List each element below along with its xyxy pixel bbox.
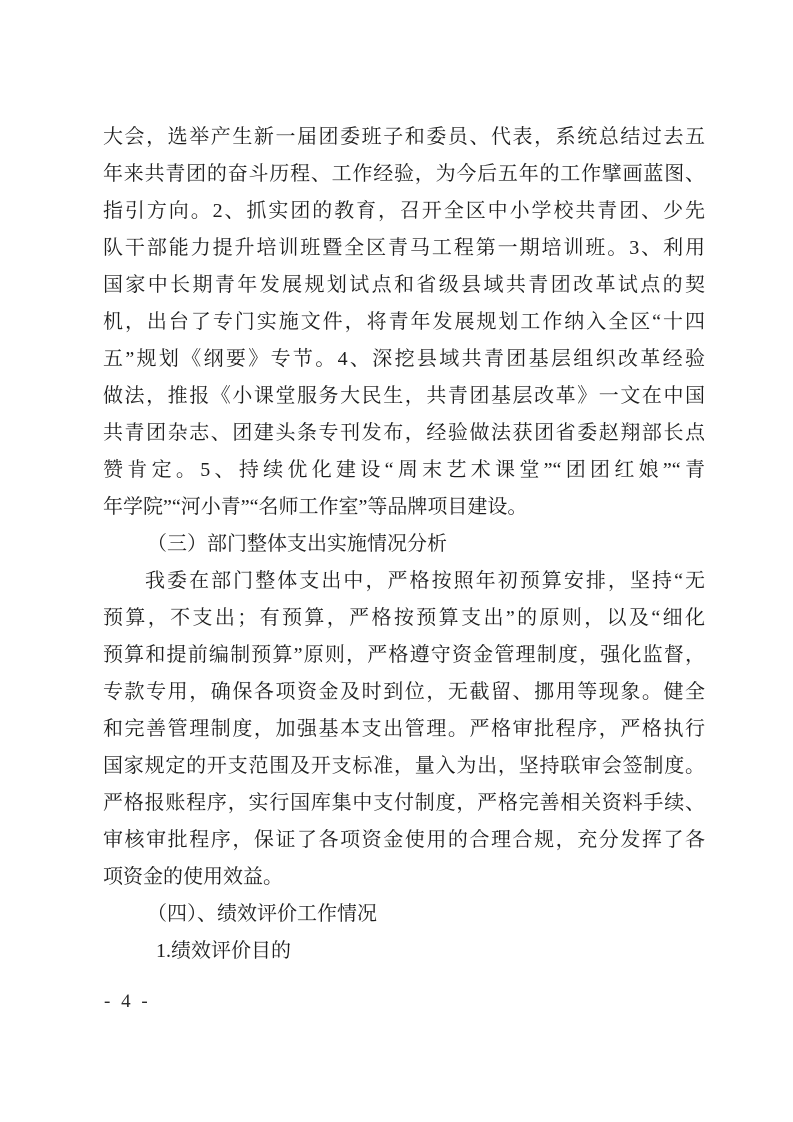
text-line: 指引方向。2、抓实团的教育，召开全区中小学校共青团、少先 <box>103 200 705 222</box>
heading-eval-purpose: 1.绩效评价目的 <box>156 940 291 962</box>
paragraph-continuation <box>103 119 705 526</box>
text-line: 国家规定的开支范围及开支标准，量入为出，坚持联审会签制度。 <box>103 755 705 777</box>
text-line: 国家中长期青年发展规划试点和省级县域共青团改革试点的契 <box>103 274 705 296</box>
text-line: 我委在部门整体支出中，严格按照年初预算安排，坚持“无 <box>145 570 705 592</box>
document-body <box>103 119 705 970</box>
paragraph-budget-execution <box>103 563 705 896</box>
text-line: 和完善管理制度，加强基本支出管理。严格审批程序，严格执行 <box>103 718 705 740</box>
text-line: 年来共青团的奋斗历程、工作经验，为今后五年的工作擘画蓝图、 <box>103 163 705 185</box>
text-line: 项资金的使用效益。 <box>103 866 283 888</box>
text-line: 赞肯定。5、持续优化建设“周末艺术课堂”“团团红娘”“青 <box>103 459 705 481</box>
text-line: 共青团杂志、团建头条专刊发布，经验做法获团省委赵翔部长点 <box>103 422 705 444</box>
text-line: 大会，选举产生新一届团委班子和委员、代表，系统总结过去五 <box>103 126 705 148</box>
text-line: 预算和提前编制预算”原则，严格遵守资金管理制度，强化监督， <box>103 644 705 666</box>
page-number: - 4 - <box>104 991 151 1012</box>
heading-section-4: （四）、绩效评价工作情况 <box>147 903 377 925</box>
text-line: 严格报账程序，实行国库集中支付制度，严格完善相关资料手续、 <box>103 792 705 814</box>
text-line: 机，出台了专门实施文件，将青年发展规划工作纳入全区“十四 <box>103 311 705 333</box>
text-line: 做法，推报《小课堂服务大民生，共青团基层改革》一文在中国 <box>103 385 705 407</box>
text-line: 年学院”“河小青”“名师工作室”等品牌项目建设。 <box>103 496 528 518</box>
text-line: 专款专用，确保各项资金及时到位，无截留、挪用等现象。健全 <box>103 681 705 703</box>
text-line: 五”规划《纲要》专节。4、深挖县域共青团基层组织改革经验 <box>103 348 705 370</box>
heading-section-3: （三）部门整体支出实施情况分析 <box>147 533 447 555</box>
text-line: 预算，不支出；有预算，严格按预算支出”的原则，以及“细化 <box>103 607 705 629</box>
text-line: 队干部能力提升培训班暨全区青马工程第一期培训班。3、利用 <box>103 237 705 259</box>
text-line: 审核审批程序，保证了各项资金使用的合理合规，充分发挥了各 <box>103 829 705 851</box>
